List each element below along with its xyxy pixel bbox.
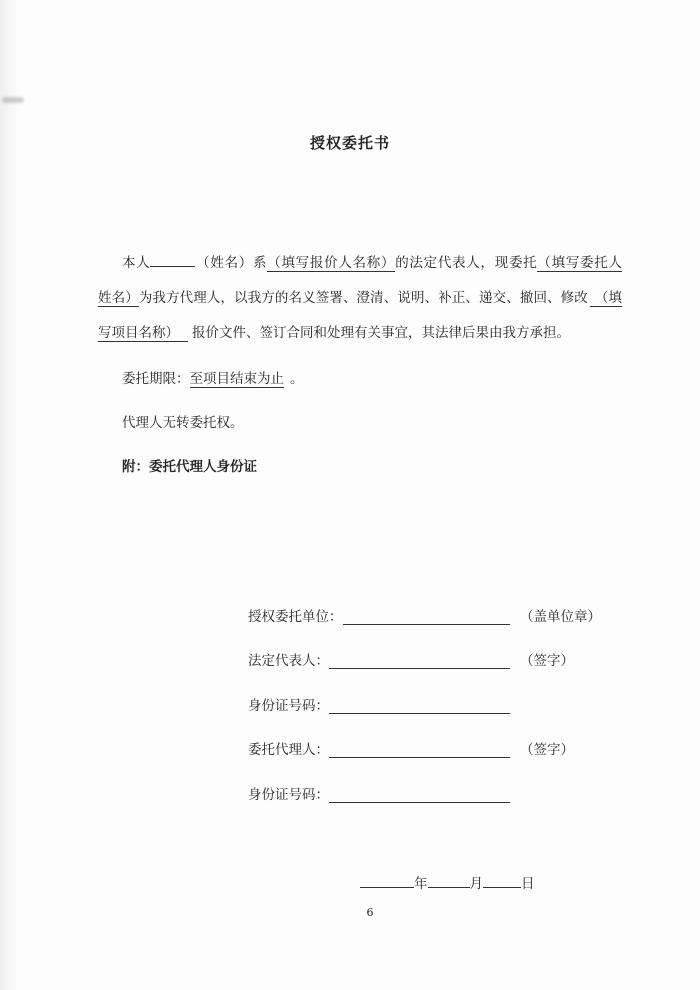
day-blank [483,875,521,888]
name-blank [150,254,195,267]
text-segment: 为我方代理人，以我方的名义签署、澄清、说明、补正、递交、撤回、修改 [138,290,588,306]
page-number: 6 [366,906,374,919]
no-sub-delegation: 代理人无转委托权。 [122,415,244,431]
agent-name-placeholder-start: （填写委托人 [537,255,622,271]
year-label: 年 [414,876,428,892]
text-segment: 的法定代表人，现委托 [395,255,538,271]
paragraph-line-3 [98,323,570,343]
signature-label: 身份证号码： [248,787,329,803]
day-label: 日 [521,876,535,892]
signature-row-id-2 [248,785,510,805]
signature-field-line [343,610,511,625]
term-line [122,369,304,389]
text-segment: （姓名）系 [195,255,268,271]
term-end: 。 [290,371,304,387]
text-segment: 报价文件、签订合同和处理有关事宜，其法律后果由我方承担。 [192,325,570,341]
scan-smudge [2,97,24,103]
project-name-placeholder-start: （填 [590,290,622,307]
signature-note: （签字） [520,653,574,669]
text-segment: 本人 [122,255,151,271]
attachment-note: 附：委托代理人身份证 [122,459,257,475]
paragraph-line-1 [122,253,622,273]
signature-field-line [329,788,510,803]
signature-note: （签字） [520,742,574,758]
signature-field-line [329,654,510,669]
date-line [360,874,535,894]
project-name-placeholder-end: 写项目名称） [98,325,188,342]
signature-row-legal-rep [248,651,574,671]
signature-label: 法定代表人： [248,653,329,669]
signature-row-unit [248,607,601,627]
signature-label: 委托代理人： [248,742,329,758]
month-label: 月 [469,876,483,892]
term-value: 至项目结束为止 [189,371,284,387]
month-blank [428,875,470,888]
year-blank [360,875,414,888]
signature-field-line [329,743,510,758]
signature-label: 授权委托单位： [248,609,343,625]
paragraph-line-2 [98,288,622,308]
signature-field-line [329,699,510,714]
term-label: 委托期限： [122,371,190,387]
signature-row-id-1 [248,696,510,716]
signature-label: 身份证号码： [248,698,329,714]
document-title: 授权委托书 [309,134,390,152]
bidder-name-placeholder: （填写报价人名称） [267,255,396,271]
agent-name-placeholder-end: 姓名） [98,290,139,306]
signature-row-agent [248,740,574,760]
signature-note: （盖单位章） [520,609,601,625]
